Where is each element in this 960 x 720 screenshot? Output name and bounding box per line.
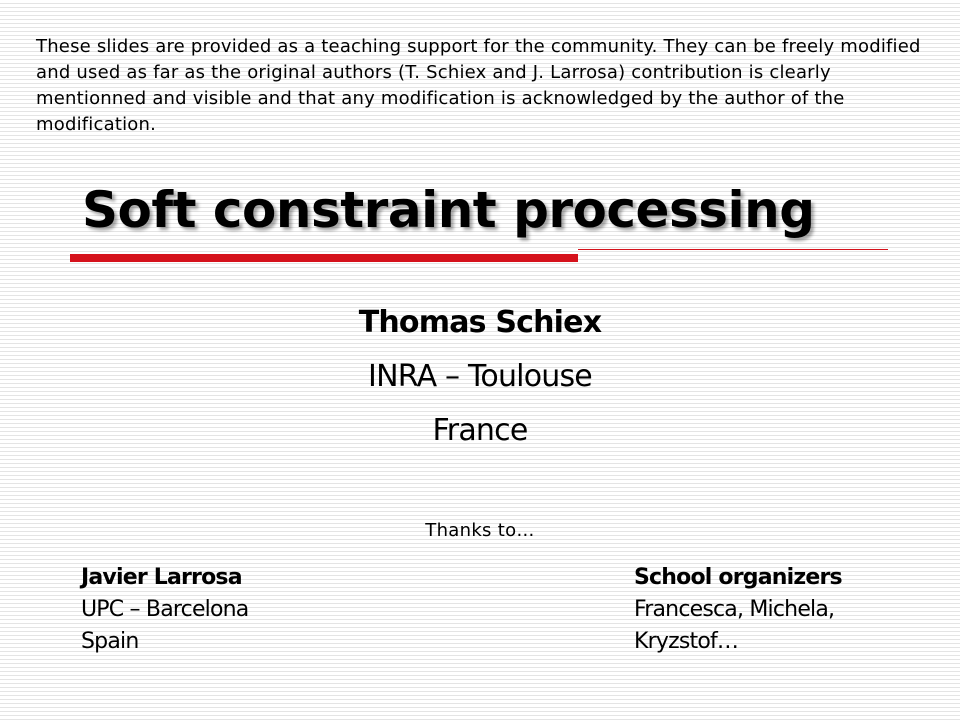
copyright-notice: These slides are provided as a teaching support for the community. They can be freely modified and used as far as the original authors (T. Schiex and J. Larrosa) contribution is clearly mentionned and visible and that any modification is acknowledged by the author of the modification. — [36, 36, 921, 135]
ack-right-line1: Francesca, Michela, — [634, 597, 835, 622]
acknowledgement-right — [634, 562, 842, 658]
author-name: Thomas Schiex — [358, 305, 602, 340]
thanks-label: Thanks to… — [425, 520, 535, 541]
author-block — [180, 296, 780, 458]
ack-left-name: Javier Larrosa — [81, 565, 242, 590]
acknowledgement-left — [81, 562, 248, 658]
author-affiliation: INRA – Toulouse — [368, 359, 592, 394]
ack-right-name: School organizers — [634, 565, 842, 590]
ack-left-country: Spain — [81, 629, 139, 654]
ack-left-affiliation: UPC – Barcelona — [81, 597, 249, 622]
title-underline-rule — [578, 249, 888, 250]
ack-right-line2: Kryzstof… — [634, 629, 739, 654]
title-underline-bar — [70, 254, 578, 262]
slide-title: Soft constraint processing — [82, 181, 815, 239]
author-country: France — [432, 413, 528, 448]
